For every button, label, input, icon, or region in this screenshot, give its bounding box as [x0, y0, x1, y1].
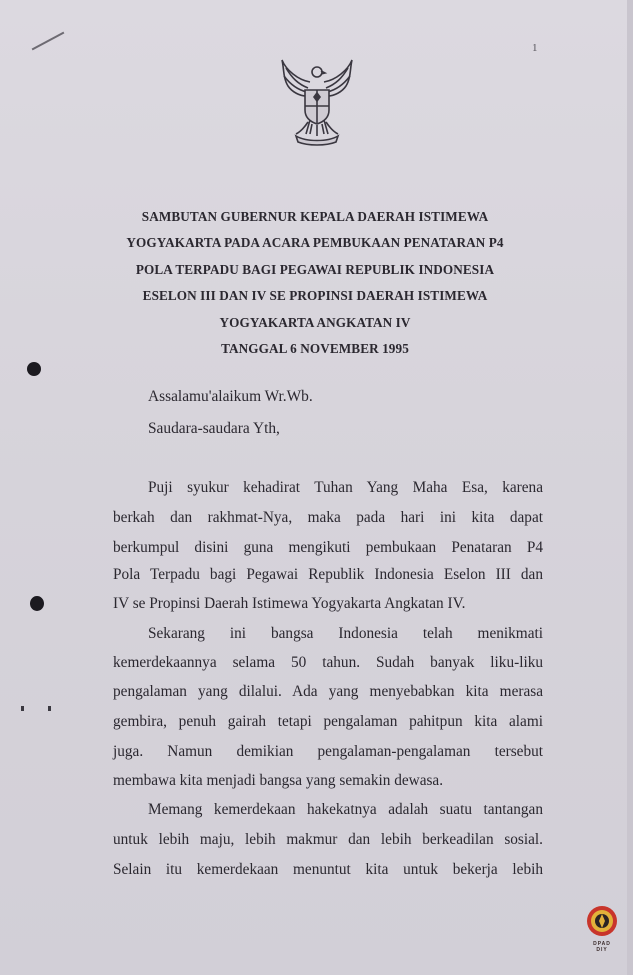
- speech-title: [100, 204, 530, 362]
- ink-speck: [48, 706, 51, 711]
- greeting-salam: Assalamu'alaikum Wr.Wb.: [148, 388, 313, 405]
- greeting-audience: Saudara-saudara Yth,: [148, 420, 280, 437]
- ink-speck: [21, 706, 24, 711]
- body-text-line: pengalaman yang dilalui. Ada yang menyebabkan kita merasa: [113, 683, 543, 700]
- body-text-line: Pola Terpadu bagi Pegawai Republik Indonesia Eselon III dan: [113, 566, 543, 583]
- body-text-line: Selain itu kemerdekaan menuntut kita untuk bekerja lebih: [113, 861, 543, 878]
- pencil-mark: [32, 32, 65, 51]
- archive-seal-label: DPAD DIY: [593, 941, 611, 953]
- body-text-line: Puji syukur kehadirat Tuhan Yang Maha Esa, karena: [148, 479, 543, 496]
- body-text-line: gembira, penuh gairah tetapi pengalaman pahitpun kita alami: [113, 713, 543, 730]
- garuda-emblem-icon: [274, 56, 360, 148]
- body-text-line: Memang kemerdekaan hakekatnya adalah suatu tantangan: [148, 801, 543, 818]
- title-line: YOGYAKARTA ANGKATAN IV: [219, 314, 411, 330]
- archive-seal-icon: [586, 905, 618, 937]
- title-line: YOGYAKARTA PADA ACARA PEMBUKAAN PENATARAN P4: [126, 235, 504, 251]
- title-line: TANGGAL 6 NOVEMBER 1995: [221, 341, 409, 357]
- body-text-line: kemerdekaannya selama 50 tahun. Sudah banyak liku-liku: [113, 654, 543, 671]
- title-line: ESELON III DAN IV SE PROPINSI DAERAH ISTIMEWA: [142, 288, 488, 304]
- body-text-line: berkah dan rakhmat-Nya, maka pada hari ini kita dapat: [113, 509, 543, 526]
- body-text-line: juga. Namun demikian pengalaman-pengalaman tersebut: [113, 743, 543, 760]
- body-text-line: untuk lebih maju, lebih makmur dan lebih berkeadilan sosial.: [113, 831, 543, 848]
- title-line: SAMBUTAN GUBERNUR KEPALA DAERAH ISTIMEWA: [141, 209, 489, 224]
- body-text-line: membawa kita menjadi bangsa yang semakin dewasa.: [113, 772, 444, 789]
- body-text-line: Sekarang ini bangsa Indonesia telah menikmati: [148, 625, 543, 642]
- page-edge-shadow: [627, 0, 633, 975]
- body-text-line: IV se Propinsi Daerah Istimewa Yogyakarta Angkatan IV.: [113, 595, 466, 612]
- body-text-line: berkumpul disini guna mengikuti pembukaan Penataran P4: [113, 539, 543, 556]
- punch-hole: [30, 596, 44, 611]
- page-number: 1: [532, 42, 538, 54]
- punch-hole: [27, 362, 41, 376]
- title-line: POLA TERPADU BAGI PEGAWAI REPUBLIK INDONESIA: [135, 261, 495, 277]
